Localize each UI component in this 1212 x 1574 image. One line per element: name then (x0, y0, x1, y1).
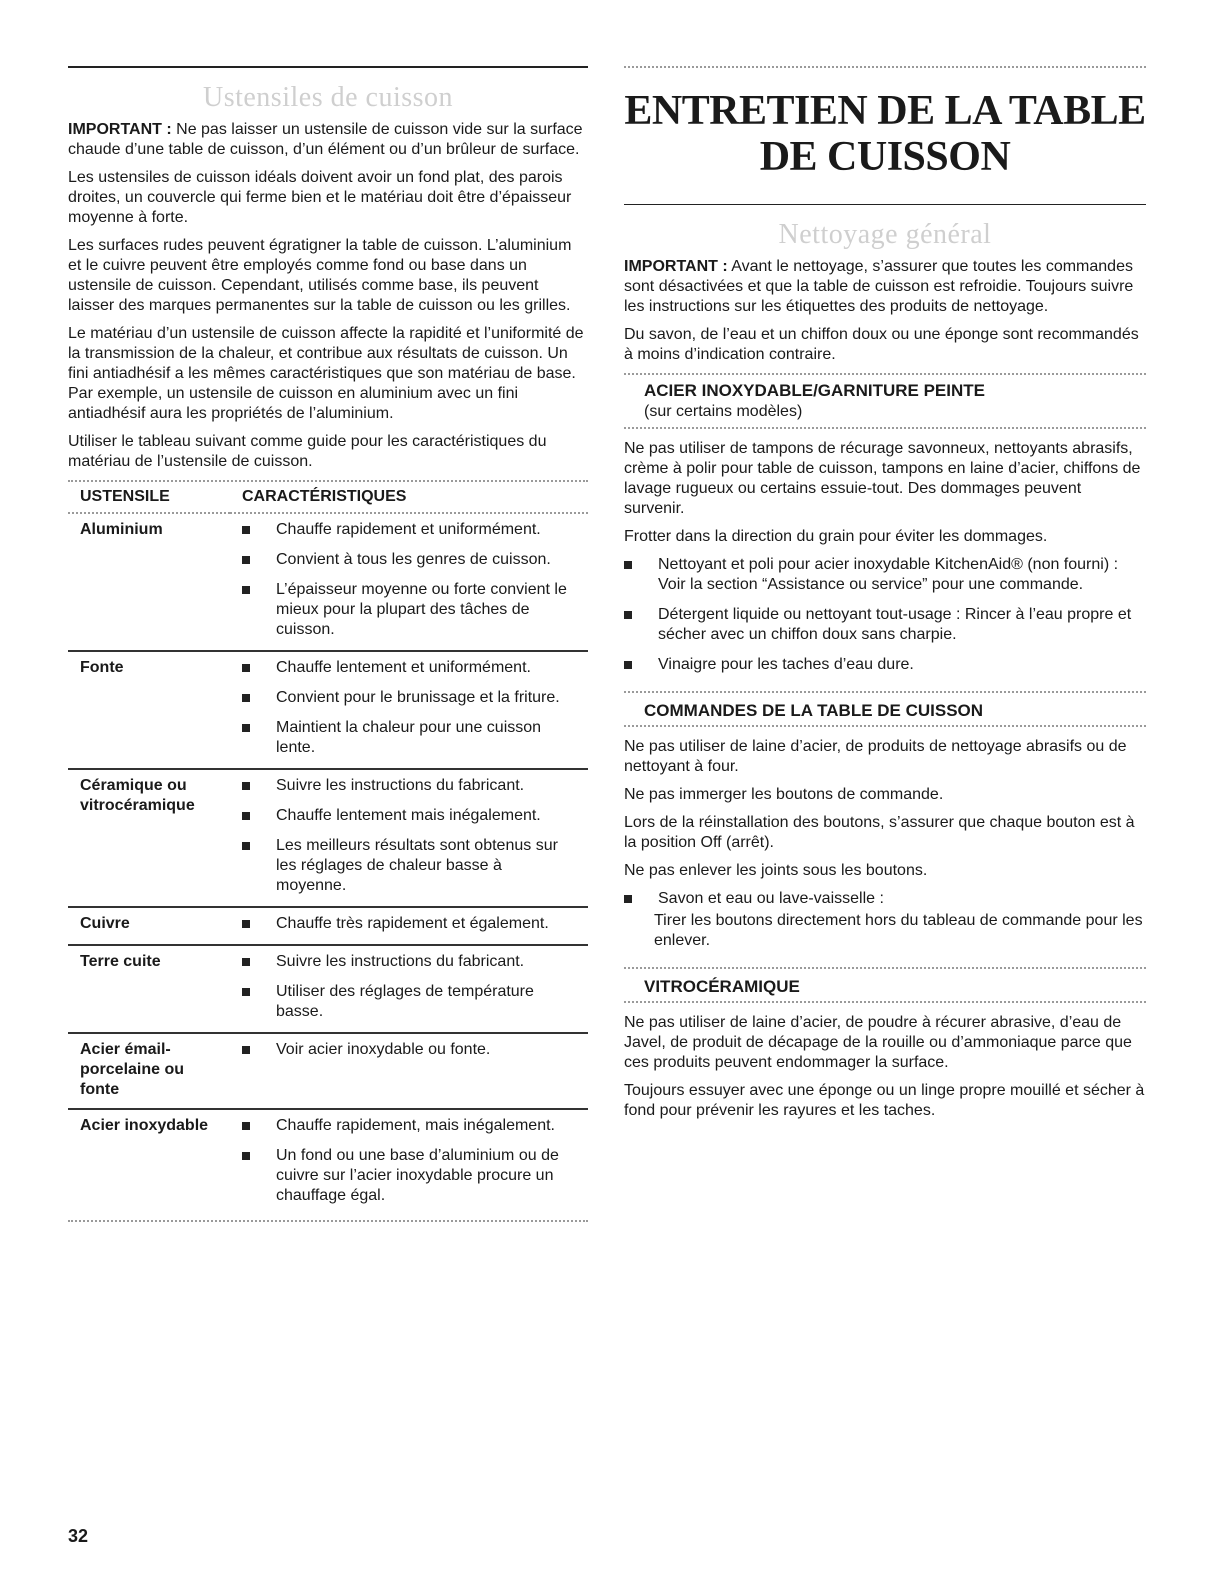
paragraph: Ne pas utiliser de tampons de récurage savonneux, nettoyants abrasifs, crème à polir pour table de cuisson, tampons en laine d’acier, chiffons de lavage rugueux ou certains essuie-tout. Des dommages peuvent survenir. (624, 440, 1141, 517)
right-column (624, 66, 1146, 1129)
paragraph: Le matériau d’un ustensile de cuisson affecte la rapidité et l’uniformité de la transmission de la chaleur, et contribue aux résultats de cuisson. Un fini antiadhésif a les mêmes caractéristiques que son matériau de base. Par exemple, un ustensile de cuisson en aluminium avec un fini antiadhésif aura les propriétés de l’aluminium. (68, 325, 584, 422)
section-title-cookware: Ustensiles de cuisson (202, 82, 454, 113)
heading-ceramic: VITROCÉRAMIQUE (644, 977, 800, 996)
characteristics-cell (230, 1033, 588, 1109)
paragraph: Ne pas immerger les boutons de commande. (624, 786, 944, 803)
cookware-table (68, 482, 588, 1216)
table-row (68, 651, 588, 769)
paragraph: Toujours essuyer avec une éponge ou un linge propre mouillé et sécher à fond pour prévenir les rayures et les taches. (624, 1082, 1145, 1119)
list-item: Maintient la chaleur pour une cuisson lente. (242, 718, 576, 758)
characteristics-cell (230, 1109, 588, 1216)
paragraph: Ne pas utiliser de laine d’acier, de poudre à récurer abrasive, d’eau de Javel, de produit de décapage de la rouille ou d’ammoniaque parce que ces produits peuvent endommager la surface. (624, 1014, 1132, 1071)
main-title: ENTRETIEN DE LA TABLE DE CUISSON (624, 88, 1146, 180)
material-cell: Terre cuite (68, 945, 230, 1033)
list-item: Nettoyant et poli pour acier inoxydable KitchenAid® (non fourni) : Voir la section “Assistance ou service” pour une commande. (624, 555, 1146, 595)
characteristics-cell (230, 513, 588, 651)
table-bottom-rule (68, 1220, 588, 1222)
list-item: Savon et eau ou lave-vaisselle : (624, 889, 1146, 909)
list-item: Chauffe lentement mais inégalement. (242, 806, 576, 826)
important-note (624, 257, 1146, 317)
sub-instruction: Tirer les boutons directement hors du tableau de commande pour les enlever. (654, 912, 1143, 949)
paragraph: Frotter dans la direction du grain pour éviter les dommages. (624, 528, 1048, 545)
table-row (68, 945, 588, 1033)
list-item: Détergent liquide ou nettoyant tout-usage : Rincer à l’eau propre et sécher avec un chiffon doux sans charpie. (624, 605, 1146, 645)
paragraph: Ne pas enlever les joints sous les boutons. (624, 862, 928, 879)
material-cell: Acier inoxydable (80, 1117, 209, 1134)
paragraph: Du savon, de l’eau et un chiffon doux ou une éponge sont recommandés à moins d’indication contraire. (624, 326, 1139, 363)
left-column (68, 66, 588, 1222)
list-item: Voir acier inoxydable ou fonte. (242, 1040, 576, 1060)
table-row (68, 1109, 588, 1216)
paragraph: Ne pas utiliser de laine d’acier, de produits de nettoyage abrasifs ou de nettoyant à four. (624, 738, 1127, 775)
list-item: Chauffe rapidement, mais inégalement. (242, 1116, 576, 1136)
divider (624, 1001, 1146, 1003)
characteristics-cell (230, 769, 588, 907)
important-label: IMPORTANT : (68, 121, 172, 138)
section-title-cleaning: Nettoyage général (778, 219, 992, 250)
list-item: Chauffe lentement et uniformément. (242, 658, 576, 678)
table-row (68, 1033, 588, 1109)
important-label: IMPORTANT : (624, 258, 728, 275)
list-item: Vinaigre pour les taches d’eau dure. (624, 655, 1146, 675)
list-item: Un fond ou une base d’aluminium ou de cuivre sur l’acier inoxydable procure un chauffage égal. (242, 1146, 576, 1206)
list-item: Chauffe rapidement et uniformément. (242, 520, 576, 540)
characteristics-cell (230, 651, 588, 769)
list-item: Suivre les instructions du fabricant. (242, 776, 576, 796)
material-cell: Acier émail-porcelaine ou fonte (68, 1033, 230, 1109)
divider (624, 725, 1146, 727)
divider (624, 373, 1146, 375)
list-item: L’épaisseur moyenne ou forte convient le mieux pour la plupart des tâches de cuisson. (242, 580, 576, 640)
material-cell: Fonte (68, 651, 230, 769)
list-item: Suivre les instructions du fabricant. (242, 952, 576, 972)
table-row (68, 907, 588, 945)
list-item: Convient à tous les genres de cuisson. (242, 550, 576, 570)
steel-bullet-list (624, 555, 1146, 675)
important-text: Ne pas laisser un ustensile de cuisson vide sur la surface chaude d’une table de cuisson, d’un élément ou d’un brûleur de surface. (68, 121, 583, 158)
list-item: Utiliser des réglages de température basse. (242, 982, 576, 1022)
heading-controls: COMMANDES DE LA TABLE DE CUISSON (644, 701, 984, 720)
important-text: Avant le nettoyage, s’assurer que toutes les commandes sont désactivées et que la table de cuisson est refroidie. Toujours suivre les instructions sur les étiquettes des produits de nettoyage. (624, 258, 1134, 315)
controls-bullet-list (624, 889, 1146, 909)
paragraph: Les ustensiles de cuisson idéals doivent avoir un fond plat, des parois droites, un couvercle qui ferme bien et le matériau doit être d’épaisseur moyenne à forte. (68, 169, 572, 226)
divider (624, 967, 1146, 969)
characteristics-cell (230, 945, 588, 1033)
divider (624, 427, 1146, 429)
characteristics-cell (230, 907, 588, 945)
list-item: Convient pour le brunissage et la friture. (242, 688, 576, 708)
material-cell: Aluminium (68, 513, 230, 651)
models-note: (sur certains modèles) (644, 403, 803, 420)
list-item: Chauffe très rapidement et également. (242, 914, 576, 934)
title-rule (624, 204, 1146, 205)
paragraph: Les surfaces rudes peuvent égratigner la table de cuisson. L’aluminium et le cuivre peuvent être employés comme fond ou base dans un ustensile de cuisson. Cependant, utilisés comme base, ils peuvent laisser des marques permanentes sur la table de cuisson ou les grilles. (68, 237, 572, 314)
list-item: Les meilleurs résultats sont obtenus sur les réglages de chaleur basse à moyenne. (242, 836, 576, 896)
header-ustensile: USTENSILE (80, 488, 170, 505)
top-rule (624, 66, 1146, 68)
paragraph: Utiliser le tableau suivant comme guide pour les caractéristiques du matériau de l’ustensile de cuisson. (68, 433, 547, 470)
divider (624, 691, 1146, 693)
paragraph: Lors de la réinstallation des boutons, s’assurer que chaque bouton est à la position Off (arrêt). (624, 814, 1135, 851)
material-cell: Cuivre (68, 907, 230, 945)
table-header-row (68, 482, 588, 513)
header-caracteristiques: CARACTÉRISTIQUES (242, 488, 407, 505)
page-number: 32 (68, 1526, 89, 1546)
heading-stainless-steel: ACIER INOXYDABLE/GARNITURE PEINTE (644, 381, 985, 400)
material-cell: Céramique ou vitrocéramique (68, 769, 230, 907)
important-note (68, 120, 588, 160)
table-row (68, 769, 588, 907)
table-row (68, 513, 588, 651)
top-rule (68, 66, 588, 68)
